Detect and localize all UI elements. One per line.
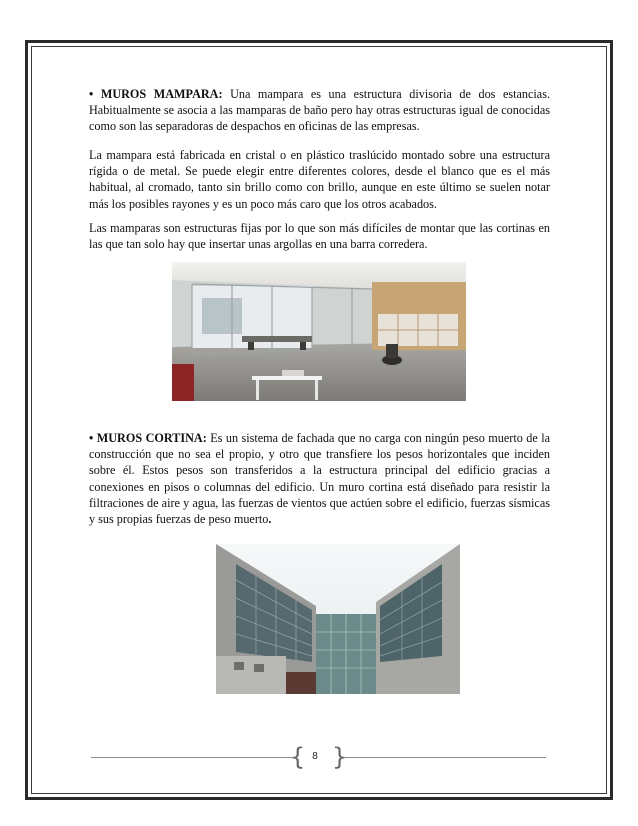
cortina-text: Es un sistema de fachada que no carga con ningún peso muerto de la construcción que no sea el propio, y otro que transfiere los pesos horizontales que inciden sobre él. Estos pesos son transferidos a la estructura principal del edificio gracias a conexiones en pisos o columnas del edificio. Un muro cortina está diseñado para resistir la filtraciones de aire y agua, las fuerzas de vientos que actúen sobre el edificio, fuerzas sísmicas y sus propias fuerzas de peso muerto xyxy=(89,431,551,527)
mampara-bullet: • xyxy=(89,87,94,101)
footer-rule-left xyxy=(91,757,296,758)
office-glass-partition-photo xyxy=(172,262,466,401)
cortina-bullet: • xyxy=(89,431,94,445)
mampara-paragraph-1 xyxy=(89,86,550,135)
mampara-paragraph-2: La mampara está fabricada en cristal o en plástico traslúcido montado sobre una estructura rígida o de metal. Se puede elegir entre diferentes colores, desde el blanco que es el más habitual, al cromado, tanto sin brillo como con brillo, aunque en este último se suelen notar más los posibles rayones y es un poco más caro que los otros acabados. xyxy=(89,148,550,211)
footer-bracket-right: } xyxy=(332,743,348,771)
footer-rule-right xyxy=(340,757,546,758)
cortina-heading: MUROS CORTINA: xyxy=(96,431,207,445)
cortina-paragraph xyxy=(89,430,550,527)
cortina-period: . xyxy=(268,512,272,527)
mampara-heading: MUROS MAMPARA: xyxy=(100,87,223,101)
mampara-intro-text: Una mampara es una estructura divisoria de dos estancias. Habitualmente se asocia a las mamparas de baño pero hay otras estructuras igual de conocidas como son las separadoras de despachos en oficinas de las empresas. xyxy=(89,87,550,134)
footer-bracket-left: { xyxy=(290,743,306,771)
mampara-paragraph-3: Las mamparas son estructuras fijas por lo que son más difíciles de montar que las cortinas en las que tan solo hay que insertar unas argollas en una barra corredera. xyxy=(89,221,550,252)
page-number: 8 xyxy=(312,751,318,762)
curtain-wall-building-photo xyxy=(216,544,460,694)
